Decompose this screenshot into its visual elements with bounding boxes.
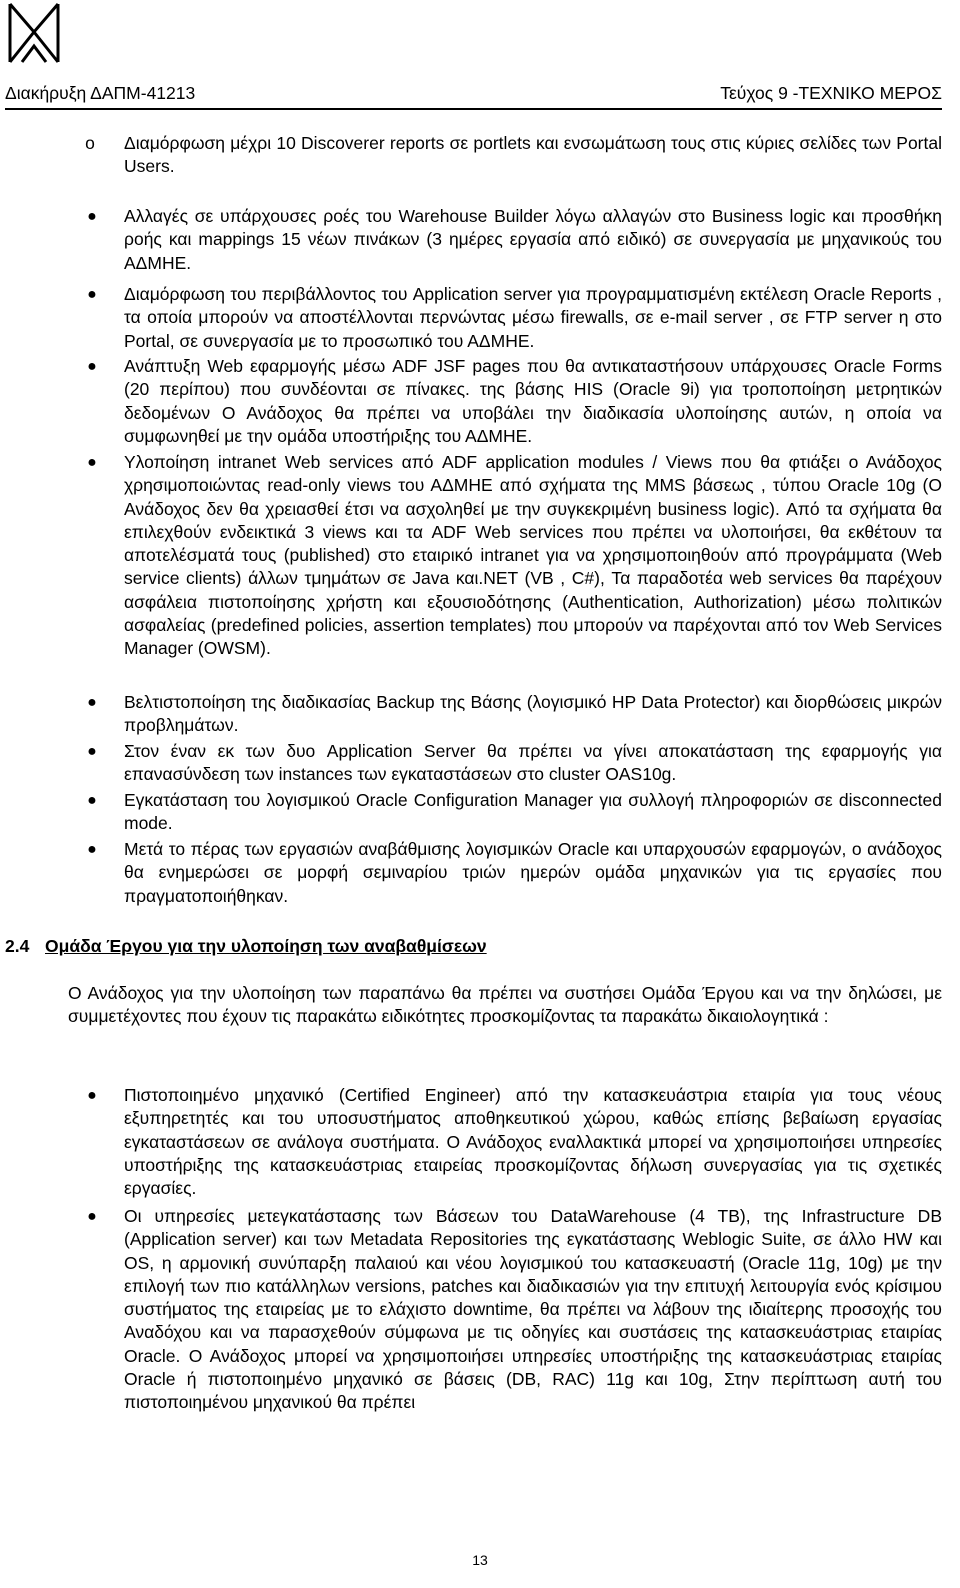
list-item: Ανάπτυξη Web εφαρμογής μέσω ADF JSF pages που θα αντικαταστήσουν υπάρχουσες Oracle Forms (20 περίπου) που συνδέονται σε πίνακες. της βάσης HIS (Oracle 9i) για τροποποίηση μετρητικών δεδομένων Ο Ανάδοχος θα πρέπει να υποβάλει την διαδικασία υλοποίησης αυτών, η οποία να συμφωνηθεί με την ομάδα υποστήριξης του ΑΔΜΗΕ. xyxy=(124,356,942,446)
sub-bullet-marker: o xyxy=(85,133,95,153)
section-number: 2.4 xyxy=(5,936,30,956)
page-number: 13 xyxy=(472,1552,488,1568)
list-item: Διαμόρφωση του περιβάλλοντος του Application server για προγραμματισμένη εκτέλεση Oracle Reports , τα οποία μπορούν να αποστέλλονται περνώντας μέσω firewalls, σε e-mail server , σε FTP server η στο Portal, σε συνεργασία με το προσωπικό του ΑΔΜΗΕ. xyxy=(124,284,942,351)
section-heading xyxy=(5,935,487,958)
list-item: Υλοποίηση intranet Web services από ADF application modules / Views που θα φτιάξει ο Ανάδοχος χρησιμοποιώντας read-only views του ΑΔΜΗΕ από σχήματα της MMS βάσεως , τύπου Oracle 10g (Ο Ανάδοχος δεν θα χρειασθεί έτσι να ασχοληθεί με την συγκεκριμένη business logic). Από τα σχήματα θα επιλεχθούν ενδεικτικά 3 views και τα ADF Web services που πρέπει να υλοποιήσει, θα εκθέτουν τα αποτελέσματά τους (published) στο εταιρικό intranet για να χρησιμοποιηθούν από προγράμματα (Web service clients) άλλων τμημάτων σε Java και.NET (VB , C#), Τα παραδοτέα web services θα παρέχουν ασφάλεια πιστοποίησης χρήστη και εξουσιοδότησης (Authentication, Authorization) μέσω πολιτικών ασφαλείας (predefined policies, assertion templates) που μπορούν να παρέχονται από τον Web Services Manager (OWSM). xyxy=(124,452,942,659)
bullet-icon: ● xyxy=(87,286,97,303)
header-volume: Τεύχος 9 -ΤΕΧΝΙΚΟ ΜΕΡΟΣ xyxy=(720,83,942,103)
bullet-icon: ● xyxy=(87,1208,97,1225)
bullet-icon: ● xyxy=(87,694,97,711)
intro-paragraph: Ο Ανάδοχος για την υλοποίηση των παραπάνω θα πρέπει να συστήσει Ομάδα Έργου και να την δηλώσει, με συμμετέχοντες που έχουν τις παρακάτω ειδικότητες προσκομίζοντας τα παρακάτω δικαιολογητικά : xyxy=(68,983,942,1027)
bullet-icon: ● xyxy=(87,841,97,858)
list-item: Εγκατάσταση του λογισμικού Oracle Configuration Manager για συλλογή πληροφοριών σε disconnected mode. xyxy=(124,790,942,834)
list-item: Οι υπηρεσίες μετεγκατάστασης των Βάσεων του DataWarehouse (4 TB), της Infrastructure DB (Application server) και των Metadata Repositories της εγκατάστασης Weblogic Suite, σε άλλο HW και OS, η αρμονική συνύπαρξη παλαιού και νέου λογισμικού του κατασκευαστή (Oracle 11g, 10g) με την επιλογή των πιο κατάλληλων versions, patches και διαδικασιών για την επιτυχή λειτουργία ενός κρίσιμου συστήματος της εταιρείας με το ελάχιστο downtime, θα πρέπει να λάβουν της ιδιαίτερης προσοχής του Αναδόχου και να παρασχεθούν σύμφωνα με τις οδηγίες και συστάσεις της κατασκευάστριας εταιρίας Oracle. Ο Ανάδοχος μπορεί να χρησιμοποιήσει υπηρεσίες υποστήριξης της κατασκευάστριας εταιρίας Oracle ή πιστοποιημένο μηχανικό σε βάσεις (DB, RAC) 11g και 10g, Στην περίπτωση αυτή του πιστοποιημένου μηχανικού θα πρέπει xyxy=(124,1206,942,1413)
header-rule xyxy=(5,108,942,110)
list-item: Αλλαγές σε υπάρχουσες ροές του Warehouse Builder λόγω αλλαγών στο Business logic και προσθήκη ροής και mappings 15 νέων πινάκων (3 ημέρες εργασία από ειδικό) σε συνεργασία με μηχανικούς του ΑΔΜΗΕ. xyxy=(124,206,942,273)
bullet-icon: ● xyxy=(87,358,97,375)
section-title: Ομάδα Έργου για την υλοποίηση των αναβαθμίσεων xyxy=(45,936,487,956)
list-item: Πιστοποιημένο μηχανικό (Certified Engineer) από την κατασκευάστρια εταιρία για τους νέους εξυπηρετητές και του υποσυστήματος αποθηκευτικού χώρου, καθώς επίσης βεβαίωση εργασίας εγκαταστάσεων σε ανάλογα συστήματα. Ο Ανάδοχος εναλλακτικά μπορεί να χρησιμοποιήσει υπηρεσίες υποστήριξης της κατασκευάστριας εταιρείας προσκομίζοντας δήλωση συνεργασίας για τις σχετικές εργασίες. xyxy=(124,1085,942,1199)
sub-list-item: Διαμόρφωση μέχρι 10 Discoverer reports σε portlets και ενσωμάτωση τους στις κύριες σελίδες των Portal Users. xyxy=(124,133,942,177)
list-item: Βελτιστοποίηση της διαδικασίας Backup της Βάσης (λογισμικό HP Data Protector) και διορθώσεις μικρών προβλημάτων. xyxy=(124,692,942,736)
bullet-icon: ● xyxy=(87,743,97,760)
header-document-id: Διακήρυξη ΔΑΠΜ-41213 xyxy=(5,83,196,103)
bullet-icon: ● xyxy=(87,1087,97,1104)
bullet-icon: ● xyxy=(87,208,97,225)
bullet-icon: ● xyxy=(87,792,97,809)
list-item: Στον έναν εκ των δυο Application Server θα πρέπει να γίνει αποκατάσταση της εφαρμογής για επανασύνδεση των instances των εγκαταστάσεων στο cluster OAS10g. xyxy=(124,741,942,785)
list-item: Μετά το πέρας των εργασιών αναβάθμισης λογισμικών Oracle και υπαρχουσών εφαρμογών, ο ανάδοχος θα ενημερώσει σε μορφή σεμιναρίου τριών ημερών ομάδα μηχανικών για τις εργασίες που πραγματοποιήθηκαν. xyxy=(124,839,942,906)
adme-logo xyxy=(6,2,62,64)
bullet-icon: ● xyxy=(87,454,97,471)
